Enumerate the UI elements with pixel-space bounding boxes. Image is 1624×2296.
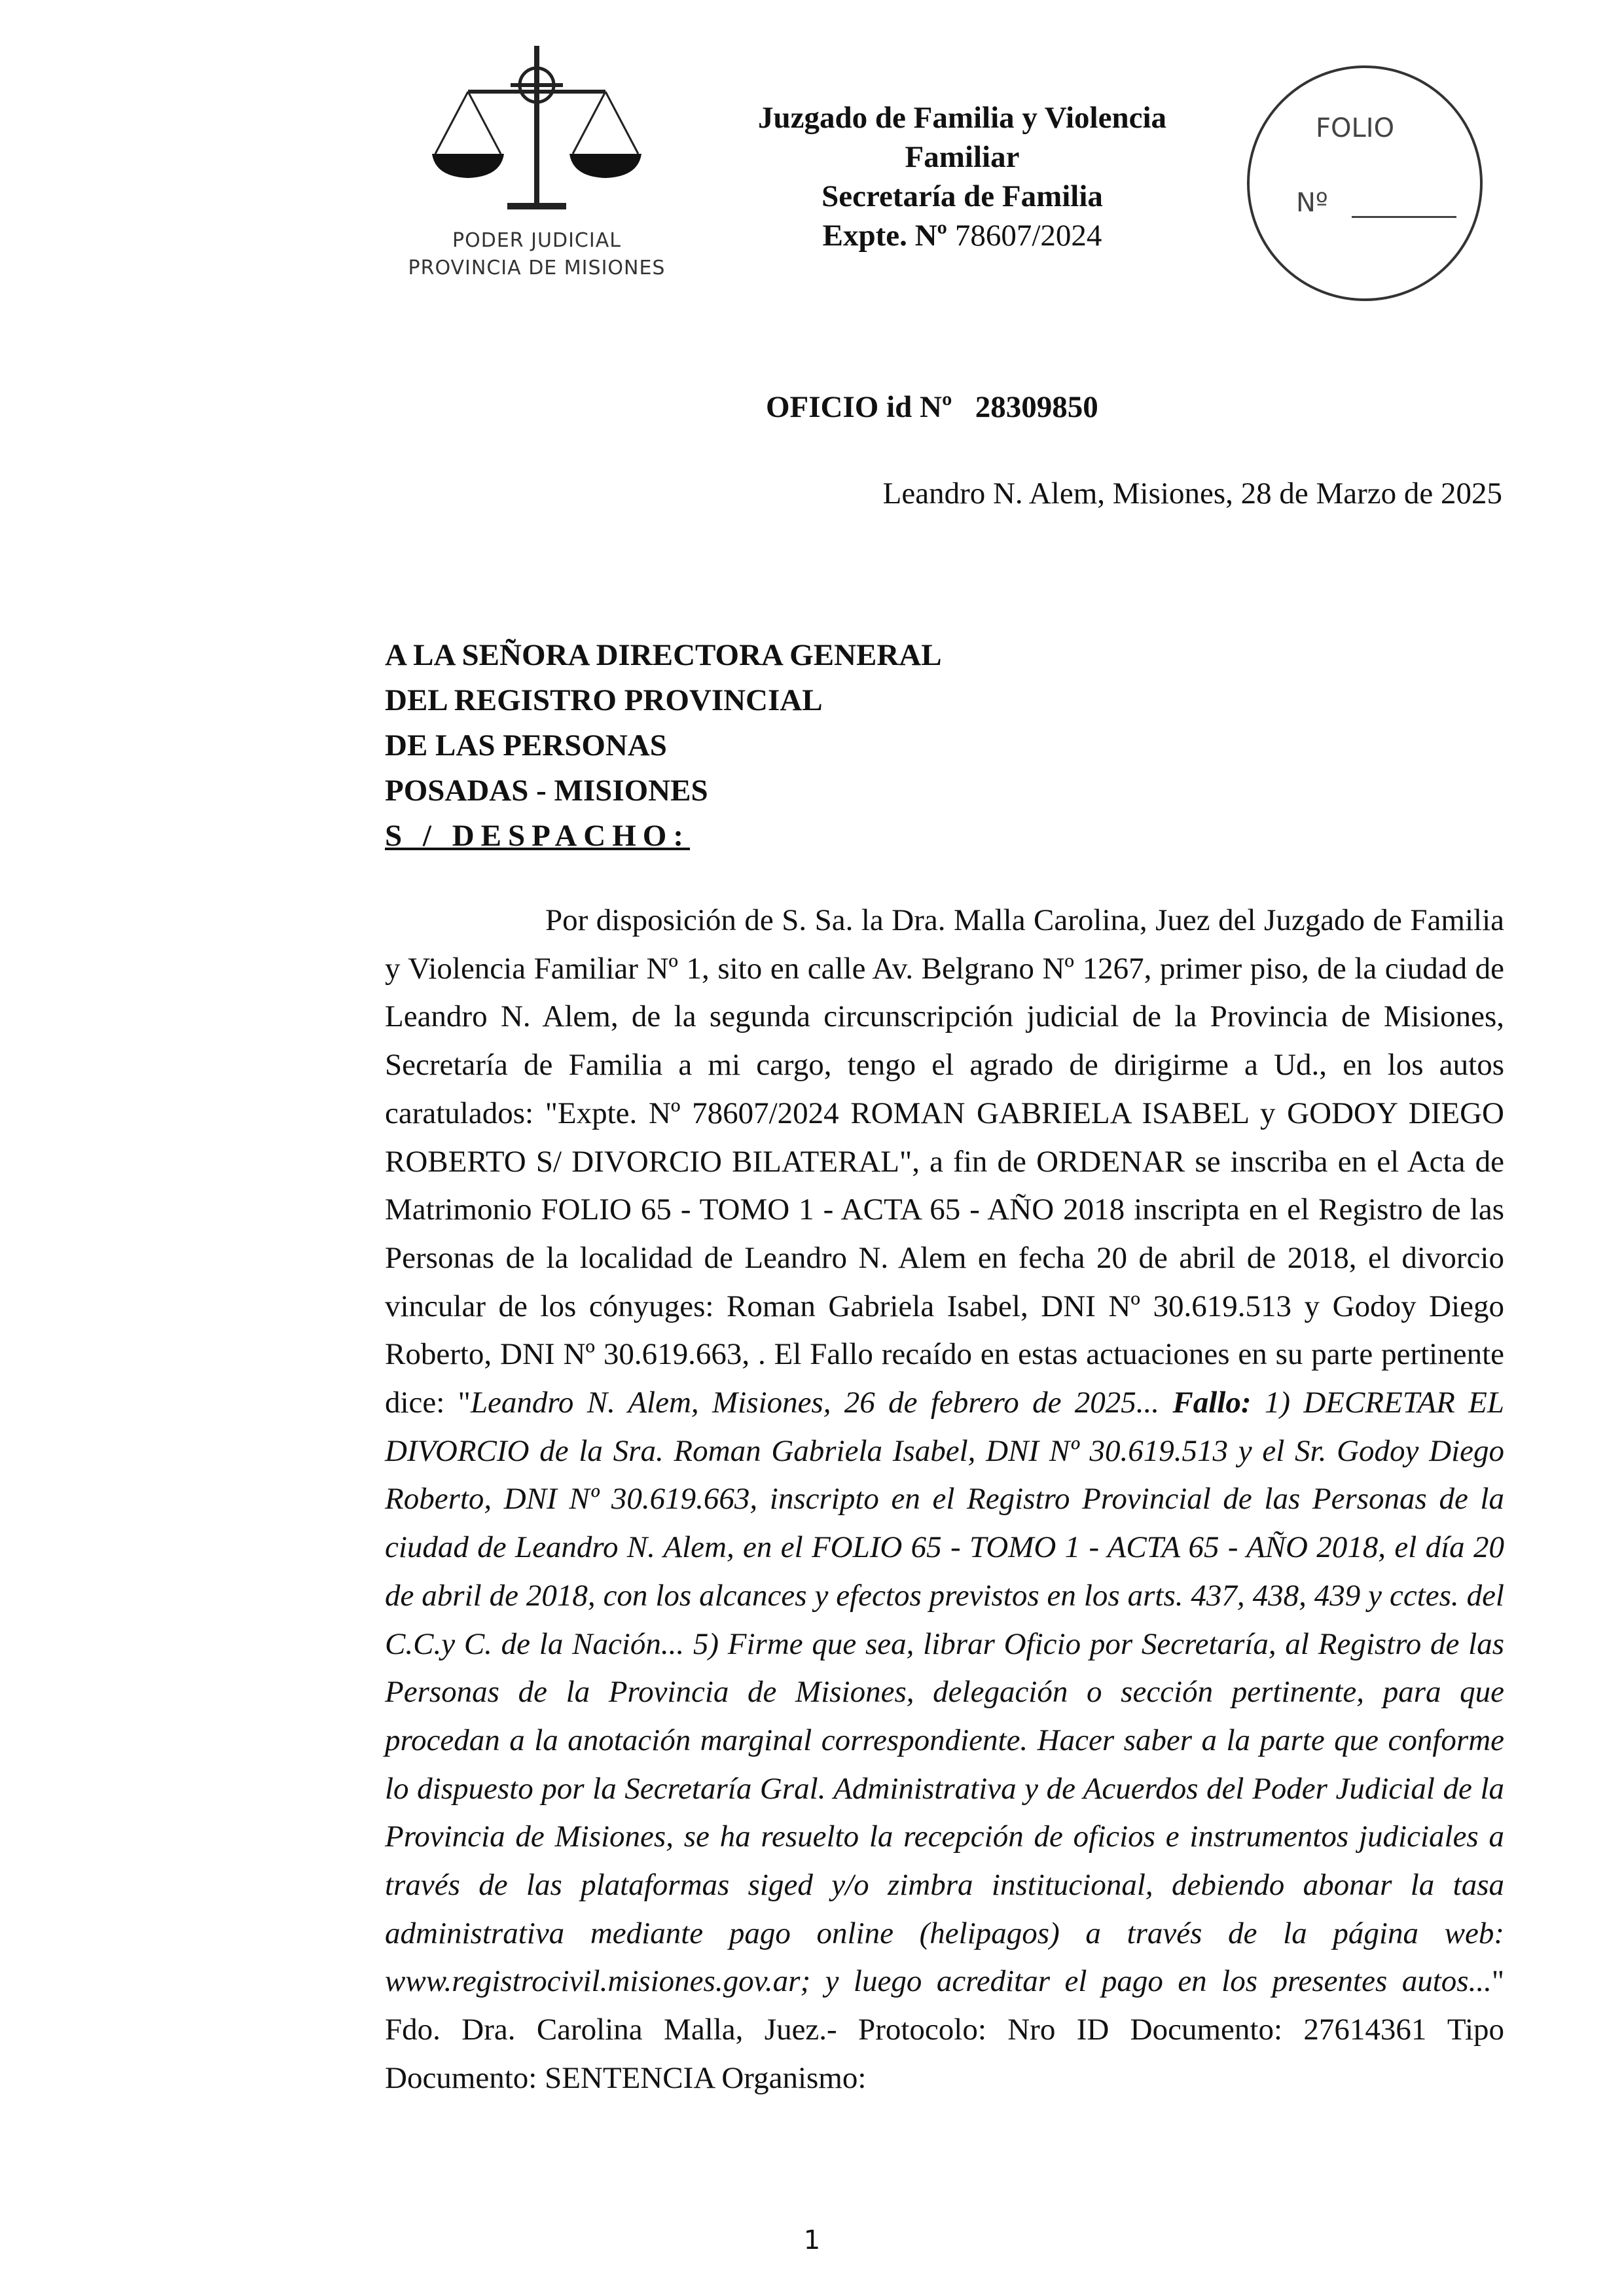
logo-line-2: PROVINCIA DE MISIONES <box>408 257 666 279</box>
oficio-id <box>766 389 1098 425</box>
logo-line-1: PODER JUDICIAL <box>452 229 621 252</box>
body-main-text: Por disposición de S. Sa. la Dra. Malla Carolina, Juez del Juzgado de Familia y Violencia Familiar Nº 1, sito en calle Av. Belgrano Nº 1267, primer piso, de la ciudad de Leandro N. Alem, de la segunda circunscripción judicial de la Provincia de Misiones, Secretaría de Familia a mi cargo, tengo el agrado de dirigirme a Ud., en los autos caratulados: "Expte. Nº 78607/2024 ROMAN GABRIELA ISABEL y GODOY DIEGO ROBERTO S/ DIVORCIO BILATERAL", a fin de ORDENAR se inscriba en el Acta de Matrimonio FOLIO 65 - TOMO 1 - ACTA 65 - AÑO 2018 inscripta en el Registro de las Personas de la localidad de Leandro N. Alem en fecha 20 de abril de 2018, el divorcio vincular de los cónyuges: Roman Gabriela Isabel, DNI Nº 30.619.513 y Godoy Diego Roberto, DNI Nº 30.619.663, . El Fallo recaído en estas actuaciones en su parte pertinente dice: " <box>385 903 1504 1420</box>
addressee-line-2: DEL REGISTRO PROVINCIAL <box>385 683 823 717</box>
poder-judicial-logo <box>399 39 674 288</box>
oficio-number: 28309850 <box>975 390 1098 424</box>
body-tail: " Fdo. Dra. Carolina Malla, Juez.- Protocolo: Nro ID Documento: 27614361 Tipo Documento: SENTENCIA Organismo: <box>385 1964 1504 2095</box>
fallo-text: 1) DECRETAR EL DIVORCIO de la Sra. Roman Gabriela Isabel, DNI Nº 30.619.513 y el Sr. Godoy Diego Roberto, DNI Nº 30.619.663, inscripto en el Registro Provincial de las Personas de la ciudad de Leandro N. Alem, en el FOLIO 65 - TOMO 1 - ACTA 65 - AÑO 2018, el día 20 de abril de 2018, con los alcances y efectos previstos en los arts. 437, 438, 439 y cctes. del C.C.y C. de la Nación... 5) Firme que sea, librar Oficio por Secretaría, al Registro de las Personas de la Provincia de Misiones, delegación o sección pertinente, para que procedan a la anotación marginal correspondiente. Hacer saber a la parte que conforme lo dispuesto por la Secretaría Gral. Administrativa y de Acuerdos del Poder Judicial de la Provincia de Misiones, se ha resuelto la recepción de oficios e instrumentos judiciales a través de las plataformas siged y/o zimbra institucional, debiendo abonar la tasa administrativa mediante pago online (helipagos) a través de la página web: www.registrocivil.misiones.gov.ar; y luego acreditar el pago en los presentes autos... <box>385 1386 1505 1999</box>
expediente-line <box>720 216 1204 255</box>
fallo-label: Fallo: <box>1172 1386 1252 1420</box>
folio-stamp <box>1244 62 1486 304</box>
folio-label: FOLIO <box>1316 113 1395 143</box>
folio-circle-icon <box>1244 62 1486 304</box>
date-line: Leandro N. Alem, Misiones, 28 de Marzo de 2025 <box>882 476 1502 511</box>
court-name-line-2: Familiar <box>905 140 1020 174</box>
court-header <box>720 98 1204 255</box>
page-number: 1 <box>803 2225 821 2255</box>
addressee-line-4: POSADAS - MISIONES <box>385 774 708 808</box>
folio-number-blank <box>1352 216 1456 218</box>
secretaria-name: Secretaría de Familia <box>821 179 1103 213</box>
addressee-block <box>385 633 942 859</box>
court-name-line-1: Juzgado de Familia y Violencia <box>757 101 1167 135</box>
oficio-label: OFICIO id Nº <box>766 390 952 424</box>
expediente-label: Expte. Nº <box>822 219 948 253</box>
despacho-line: S / DESPACHO: <box>385 819 690 853</box>
expediente-number: 78607/2024 <box>954 219 1102 253</box>
body-paragraph <box>385 897 1504 2103</box>
folio-number-label: Nº <box>1296 188 1328 218</box>
quote-date: Leandro N. Alem, Misiones, 26 de febrero de 2025... <box>470 1386 1160 1420</box>
scales-of-justice-icon <box>429 39 645 229</box>
addressee-line-3: DE LAS PERSONAS <box>385 728 667 762</box>
addressee-line-1: A LA SEÑORA DIRECTORA GENERAL <box>385 638 942 672</box>
